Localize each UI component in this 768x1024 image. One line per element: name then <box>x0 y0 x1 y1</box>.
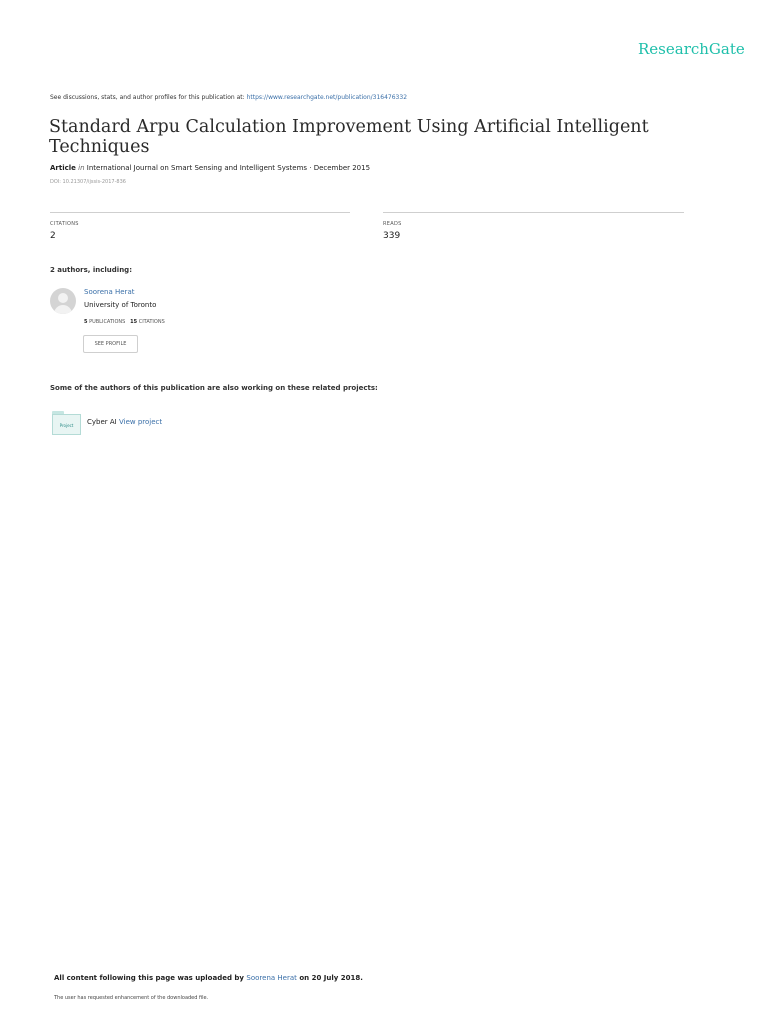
uploader-link[interactable]: Soorena Herat <box>246 974 297 982</box>
authors-heading: 2 authors, including: <box>50 266 132 274</box>
author-citations-count: 15 <box>130 319 138 325</box>
article-type: Article <box>50 164 76 172</box>
reads-label: READS <box>383 221 402 227</box>
reads-divider <box>383 212 684 213</box>
publications-count: 5 <box>84 319 88 325</box>
project-item <box>87 418 162 426</box>
meta-in: in <box>78 164 85 172</box>
related-projects-heading: Some of the authors of this publication are also working on these related projects: <box>50 384 378 392</box>
enhancement-note: The user has requested enhancement of the downloaded file. <box>54 995 209 1001</box>
author-name-link[interactable]: Soorena Herat <box>84 288 135 296</box>
citations-label: CITATIONS <box>50 221 79 227</box>
author-avatar-placeholder-icon[interactable] <box>50 288 76 314</box>
reads-value: 339 <box>383 231 401 241</box>
project-icon-label: Project <box>52 414 81 435</box>
discussion-prefix: See discussions, stats, and author profiles for this publication at: <box>50 94 245 101</box>
author-counts <box>84 319 165 325</box>
doi: DOI: 10.21307/ijssis-2017-836 <box>50 179 126 185</box>
journal-name[interactable]: International Journal on Smart Sensing and Intelligent Systems · December 2015 <box>86 164 371 172</box>
see-profile-button[interactable]: SEE PROFILE <box>83 335 138 353</box>
uploaded-by-line <box>54 974 363 982</box>
author-citations-label: CITATIONS <box>138 319 165 325</box>
uploaded-prefix: All content following this page was uploaded by <box>54 974 244 982</box>
citations-value: 2 <box>50 231 56 241</box>
discussion-line <box>50 94 407 101</box>
project-name: Cyber AI <box>87 418 117 426</box>
publication-url-link[interactable]: https://www.researchgate.net/publication/316476332 <box>246 94 408 101</box>
publication-meta <box>50 164 370 172</box>
author-affiliation: University of Toronto <box>84 301 157 309</box>
view-project-link[interactable]: View project <box>118 418 163 426</box>
publications-label: PUBLICATIONS <box>89 319 126 325</box>
project-folder-icon <box>52 411 81 435</box>
uploaded-date: on 20 July 2018. <box>299 974 363 982</box>
citations-divider <box>50 212 350 213</box>
researchgate-logo[interactable]: ResearchGate <box>638 40 745 58</box>
publication-title: Standard Arpu Calculation Improvement Using Artificial Intelligent Techniques <box>49 117 649 157</box>
